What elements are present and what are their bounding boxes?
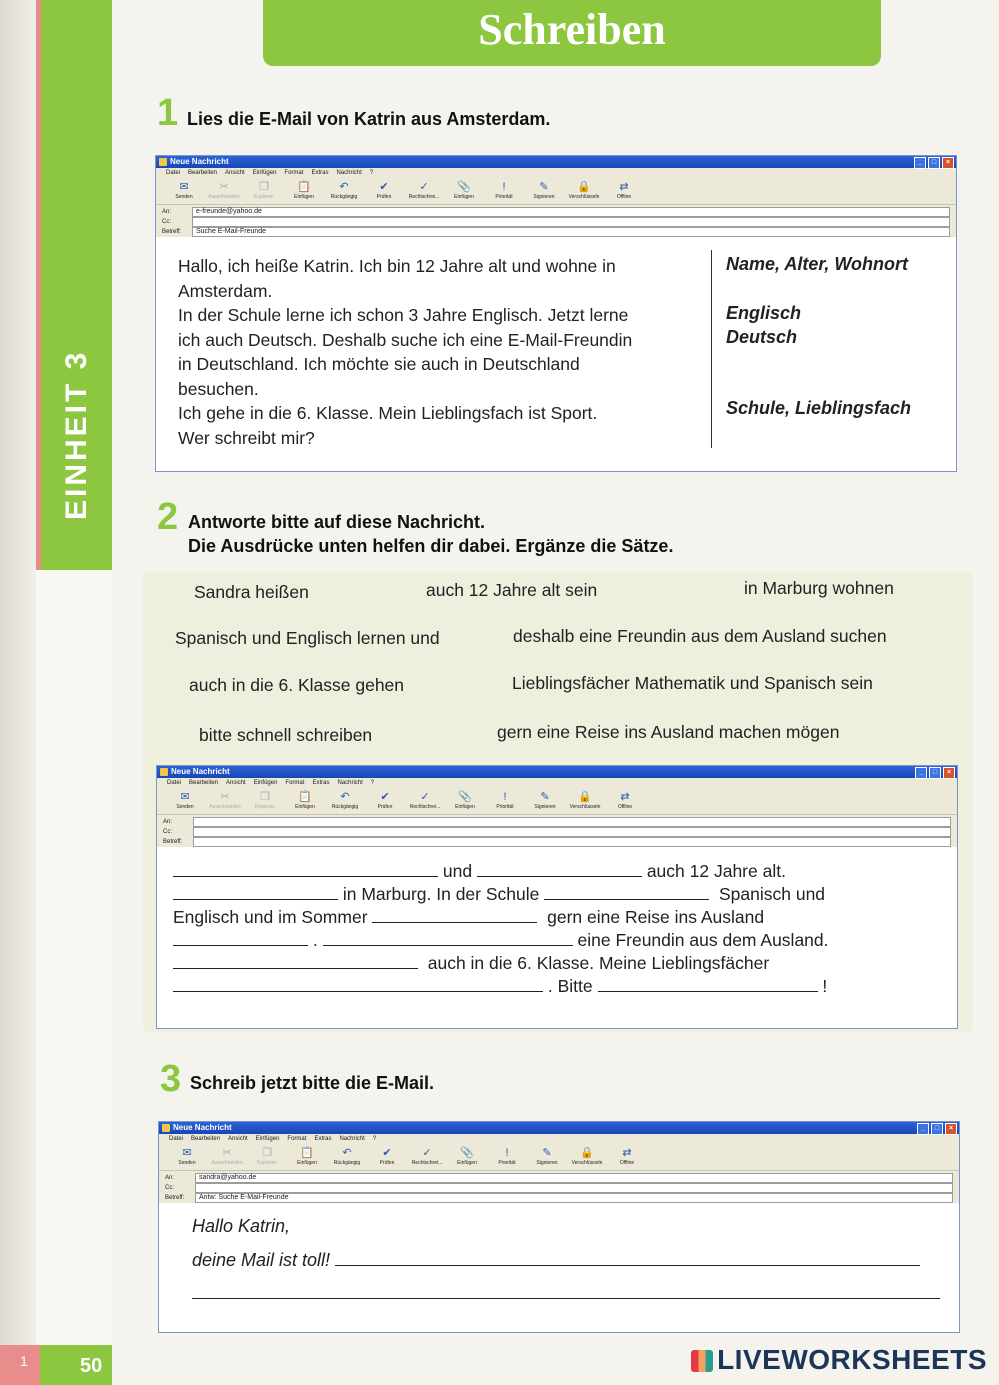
offline-icon: ⇄ (619, 181, 629, 193)
toolbar (157, 788, 957, 815)
attach-button[interactable]: 📎 Einfügen (447, 1144, 487, 1170)
menu-datei[interactable]: Datei (169, 1136, 184, 1142)
offline-icon: ⇄ (620, 791, 630, 803)
sign-button[interactable]: ✎ Signieren (524, 178, 564, 204)
address-fields (159, 1171, 959, 1203)
task2-instruction-2: Die Ausdrücke unten helfen dir dabei. Ergänze die Sätze. (188, 536, 674, 556)
phrase-item: gern eine Reise ins Ausland machen mögen (497, 722, 840, 742)
priority-icon: ! (505, 1147, 509, 1159)
undo-icon: ↶ (342, 1147, 352, 1159)
menu-einfuegen[interactable]: Einfügen (255, 1136, 280, 1142)
corner-mark-text: 1 (20, 1353, 28, 1369)
answer-gap[interactable] (372, 908, 537, 923)
undo-icon: ↶ (339, 181, 349, 193)
sign-icon: ✎ (540, 791, 550, 803)
phrase-item: auch 12 Jahre alt sein (426, 580, 598, 600)
menu-bar (156, 168, 956, 178)
note-deutsch: Deutsch (726, 327, 798, 347)
send-button[interactable]: ✉ Senden (164, 178, 204, 204)
sign-button[interactable]: ✎ Signieren (527, 1144, 567, 1170)
page-number (40, 1345, 112, 1385)
spellcheck-icon: ✓ (420, 791, 430, 803)
priority-button[interactable]: ! Priorität (484, 178, 524, 204)
email-window-1 (155, 155, 957, 472)
phrase-item: Spanisch und Englisch lernen und (175, 628, 440, 648)
undo-button[interactable]: ↶ Rückgängig (327, 1144, 367, 1170)
message-line: In der Schule lerne ich schon 3 Jahre Englisch. Jetzt lerne (178, 305, 629, 325)
undo-button[interactable]: ↶ Rückgängig (325, 788, 365, 814)
menu-bearbeiten[interactable]: Bearbeiten (188, 170, 218, 176)
clipboard-icon: 📋 (300, 1147, 314, 1159)
cut-button[interactable]: ✂ Ausschneiden (207, 1144, 247, 1170)
spelling-button[interactable]: ✓ Rechtschrei... (405, 788, 445, 814)
to-label: An: (162, 209, 172, 215)
to-field[interactable]: sandra@yahoo.de (195, 1173, 953, 1183)
fill-line-4: . eine Freundin aus dem Ausland. (173, 929, 829, 953)
spellcheck-icon: ✓ (419, 181, 429, 193)
window-title: Neue Nachricht (171, 767, 230, 776)
paste-button[interactable]: 📋 Einfügen (287, 1144, 327, 1170)
message-line: in Deutschland. Ich möchte sie auch in Deutschland (178, 354, 580, 374)
page-number-text: 50 (80, 1355, 103, 1377)
sign-icon: ✎ (539, 181, 549, 193)
cc-field[interactable] (195, 1183, 953, 1193)
send-icon: ✉ (180, 791, 190, 803)
window-title: Neue Nachricht (173, 1123, 232, 1132)
send-icon: ✉ (182, 1147, 192, 1159)
menu-format[interactable]: Format (287, 1136, 307, 1142)
menu-nachricht[interactable]: Nachricht (339, 1136, 365, 1142)
subject-field[interactable]: Antw: Suche E-Mail-Freunde (195, 1193, 953, 1203)
paperclip-icon: 📎 (457, 181, 471, 193)
answer-line[interactable] (192, 1298, 940, 1299)
menu-help[interactable]: ? (369, 170, 374, 176)
encrypt-button[interactable]: 🔒 Verschlüsseln (564, 178, 604, 204)
to-field[interactable]: e-freunde@yahoo.de (192, 207, 950, 217)
paste-button[interactable]: 📋 Einfügen (285, 788, 325, 814)
answer-gap[interactable] (323, 931, 573, 946)
note-englisch: Englisch (726, 303, 802, 323)
menu-einfuegen[interactable]: Einfügen (252, 170, 277, 176)
window-titlebar (157, 766, 957, 778)
fill-line-3: Englisch und im Sommer gern eine Reise ins Ausland (173, 907, 765, 927)
attach-button[interactable]: 📎 Einfügen (444, 178, 484, 204)
fill-line-1: und auch 12 Jahre alt. (173, 860, 786, 884)
cc-label: Cc: (165, 1185, 174, 1191)
menu-datei[interactable]: Datei (167, 780, 182, 786)
fill-line-6: . Bitte ! (173, 975, 827, 999)
message-line: Wer schreibt mir? (178, 427, 315, 448)
priority-button[interactable]: ! Priorität (487, 1144, 527, 1170)
scissors-icon: ✂ (220, 791, 230, 803)
clipboard-icon: 📋 (297, 181, 311, 193)
liveworksheets-icon (691, 1350, 713, 1372)
offline-button[interactable]: ⇄ Offline (604, 178, 644, 204)
phrase-item: Lieblingsfächer Mathematik und Spanisch sein (512, 673, 873, 693)
fill-line-2: in Marburg. In der Schule Spanisch und (173, 883, 825, 907)
reply-greeting: Hallo Katrin, (192, 1216, 291, 1236)
maximize-button[interactable]: □ (929, 767, 941, 779)
answer-gap[interactable] (173, 885, 338, 900)
maximize-button[interactable]: □ (931, 1123, 943, 1135)
note-divider (711, 250, 712, 448)
copy-button[interactable]: ❐ Kopieren (244, 178, 284, 204)
cc-label: Cc: (163, 829, 172, 835)
answer-gap[interactable] (173, 862, 438, 877)
watermark-logo: LIVEWORKSHEETS (691, 1344, 987, 1376)
spellcheck-icon: ✓ (422, 1147, 432, 1159)
close-button[interactable]: × (945, 1123, 957, 1135)
check-button[interactable]: ✔ Prüfen (365, 788, 405, 814)
close-button[interactable]: × (942, 157, 954, 169)
paste-button[interactable]: 📋 Einfügen (284, 178, 324, 204)
copy-icon: ❐ (262, 1147, 272, 1159)
corner-mark (0, 1345, 40, 1385)
menu-help[interactable]: ? (370, 780, 375, 786)
phrase-item: Sandra heißen (194, 582, 309, 602)
message-line: Amsterdam. (178, 280, 273, 301)
task1-number: 1 (157, 92, 179, 134)
cc-label: Cc: (162, 219, 171, 225)
check-names-icon: ✔ (379, 181, 389, 193)
unit-label (60, 160, 100, 520)
subject-label: Betreff: (162, 229, 182, 235)
spelling-button[interactable]: ✓ Rechtschrei... (404, 178, 444, 204)
phrase-item: bitte schnell schreiben (199, 725, 373, 745)
priority-icon: ! (503, 791, 507, 803)
menu-ansicht[interactable]: Ansicht (228, 1136, 248, 1142)
message-text (178, 254, 632, 450)
undo-icon: ↶ (340, 791, 350, 803)
undo-button[interactable]: ↶ Rückgängig (324, 178, 364, 204)
send-icon: ✉ (179, 181, 189, 193)
priority-button[interactable]: ! Priorität (485, 788, 525, 814)
subject-field[interactable]: Suche E-Mail-Freunde (192, 227, 950, 237)
menu-nachricht[interactable]: Nachricht (336, 170, 362, 176)
offline-icon: ⇄ (622, 1147, 632, 1159)
mail-icon (160, 768, 168, 776)
copy-button[interactable]: ❐ Kopieren (245, 788, 285, 814)
lock-icon: 🔒 (577, 181, 591, 193)
copy-icon: ❐ (260, 791, 270, 803)
answer-gap[interactable] (173, 931, 308, 946)
offline-button[interactable]: ⇄ Offline (607, 1144, 647, 1170)
minimize-button[interactable]: _ (914, 157, 926, 169)
message-body (159, 1206, 959, 1314)
fill-line-5: auch in die 6. Klasse. Meine Lieblingsfächer (173, 952, 769, 976)
paperclip-icon: 📎 (458, 791, 472, 803)
lock-icon: 🔒 (580, 1147, 594, 1159)
to-label: An: (163, 819, 173, 825)
send-button[interactable]: ✉ Senden (165, 788, 205, 814)
message-line: Hallo, ich heiße Katrin. Ich bin 12 Jahre alt und wohne in (178, 256, 616, 276)
cc-field[interactable] (193, 827, 951, 837)
unit-label-text: EINHEIT 3 (60, 349, 93, 520)
menu-extras[interactable]: Extras (312, 780, 330, 786)
task1-instruction: Lies die E-Mail von Katrin aus Amsterdam. (187, 109, 551, 129)
answer-gap[interactable] (544, 885, 709, 900)
page-title: Schreiben (478, 5, 666, 54)
note-schule: Schule, Lieblingsfach (726, 398, 912, 418)
priority-icon: ! (502, 181, 506, 193)
message-line: Ich gehe in die 6. Klasse. Mein Lieblingsfach ist Sport. (178, 403, 598, 423)
paperclip-icon: 📎 (460, 1147, 474, 1159)
menu-datei[interactable]: Datei (166, 170, 181, 176)
menu-format[interactable]: Format (285, 780, 305, 786)
sign-icon: ✎ (542, 1147, 552, 1159)
maximize-button[interactable]: □ (928, 157, 940, 169)
menu-einfuegen[interactable]: Einfügen (253, 780, 278, 786)
toolbar (159, 1144, 959, 1171)
task2-number: 2 (157, 496, 179, 538)
menu-nachricht[interactable]: Nachricht (337, 780, 363, 786)
close-button[interactable]: × (943, 767, 955, 779)
encrypt-button[interactable]: 🔒 Verschlüsseln (567, 1144, 607, 1170)
page-edge (0, 0, 36, 1385)
minimize-button[interactable]: _ (915, 767, 927, 779)
menu-format[interactable]: Format (284, 170, 304, 176)
window-title: Neue Nachricht (170, 157, 229, 166)
phrase-item: auch in die 6. Klasse gehen (189, 675, 405, 695)
email-window-3 (158, 1121, 960, 1333)
menu-bearbeiten[interactable]: Bearbeiten (189, 780, 219, 786)
menu-bar (157, 778, 957, 788)
encrypt-button[interactable]: 🔒 Verschlüsseln (565, 788, 605, 814)
toolbar (156, 178, 956, 205)
answer-gap[interactable] (598, 977, 818, 992)
menu-extras[interactable]: Extras (314, 1136, 332, 1142)
phrase-item: in Marburg wohnen (744, 578, 894, 598)
spelling-button[interactable]: ✓ Rechtschrei... (407, 1144, 447, 1170)
clipboard-icon: 📋 (298, 791, 312, 803)
message-body (157, 850, 957, 1010)
task3-instruction: Schreib jetzt bitte die E-Mail. (190, 1073, 435, 1093)
address-fields (157, 815, 957, 847)
check-button[interactable]: ✔ Prüfen (367, 1144, 407, 1170)
mail-icon (162, 1124, 170, 1132)
minimize-button[interactable]: _ (917, 1123, 929, 1135)
cc-field[interactable] (192, 217, 950, 227)
answer-gap[interactable] (173, 954, 418, 969)
message-body (156, 240, 956, 452)
menu-ansicht[interactable]: Ansicht (225, 170, 245, 176)
check-button[interactable]: ✔ Prüfen (364, 178, 404, 204)
subject-label: Betreff: (163, 839, 183, 845)
menu-help[interactable]: ? (372, 1136, 377, 1142)
send-button[interactable]: ✉ Senden (167, 1144, 207, 1170)
task3-number: 3 (160, 1058, 182, 1100)
copy-button[interactable]: ❐ Kopieren (247, 1144, 287, 1170)
lock-icon: 🔒 (578, 791, 592, 803)
menu-bar (159, 1134, 959, 1144)
phrase-item: deshalb eine Freundin aus dem Ausland suchen (513, 626, 887, 646)
scissors-icon: ✂ (219, 181, 229, 193)
attach-button[interactable]: 📎 Einfügen (445, 788, 485, 814)
sign-button[interactable]: ✎ Signieren (525, 788, 565, 814)
task2-instruction-1: Antworte bitte auf diese Nachricht. (188, 512, 486, 532)
to-label: An: (165, 1175, 175, 1181)
scissors-icon: ✂ (222, 1147, 232, 1159)
copy-icon: ❐ (259, 181, 269, 193)
window-titlebar (159, 1122, 959, 1134)
cut-button[interactable]: ✂ Ausschneiden (205, 788, 245, 814)
check-names-icon: ✔ (382, 1147, 392, 1159)
menu-ansicht[interactable]: Ansicht (226, 780, 246, 786)
message-line: besuchen. (178, 378, 259, 399)
answer-gap[interactable] (335, 1251, 920, 1266)
message-line: ich auch Deutsch. Deshalb suche ich eine E-Mail-Freundin (178, 329, 633, 350)
menu-bearbeiten[interactable]: Bearbeiten (191, 1136, 221, 1142)
cut-button[interactable]: ✂ Ausschneiden (204, 178, 244, 204)
answer-gap[interactable] (173, 977, 543, 992)
reply-line-2: deine Mail ist toll! (192, 1250, 920, 1271)
offline-button[interactable]: ⇄ Offline (605, 788, 645, 814)
subject-field[interactable] (193, 837, 951, 847)
note-name: Name, Alter, Wohnort (726, 254, 909, 274)
check-names-icon: ✔ (380, 791, 390, 803)
address-fields (156, 205, 956, 237)
window-titlebar (156, 156, 956, 168)
to-field[interactable] (193, 817, 951, 827)
mail-icon (159, 158, 167, 166)
answer-gap[interactable] (477, 862, 642, 877)
menu-extras[interactable]: Extras (311, 170, 329, 176)
subject-label: Betreff: (165, 1195, 185, 1201)
email-window-2 (156, 765, 958, 1029)
